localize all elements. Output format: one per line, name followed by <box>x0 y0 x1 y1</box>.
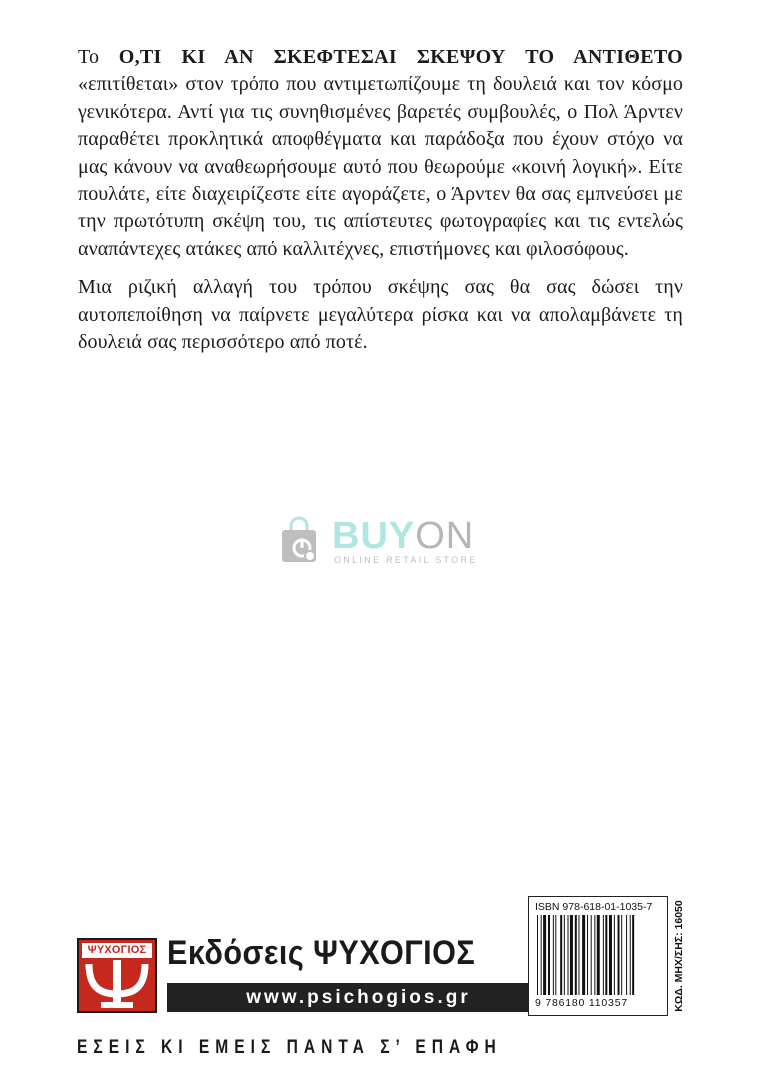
watermark-brand-buy: BUY <box>332 515 416 557</box>
barcode-bar <box>555 915 556 995</box>
barcode-bar <box>618 915 620 995</box>
product-code-text: ΚΩΔ. ΜΗΧ/ΣΗΣ: 16050 <box>673 900 685 1012</box>
barcode-bar <box>570 915 573 995</box>
barcode-bar <box>548 915 550 995</box>
barcode-bar <box>578 915 579 995</box>
barcode-bar <box>560 915 562 995</box>
watermark-brand-on: ON <box>415 515 475 557</box>
ean-digits: 9 786180 110357 <box>535 997 628 1009</box>
barcode-bar <box>553 915 554 995</box>
publisher-name: Εκδόσεις ΨΥΧΟΓΙΟΣ <box>167 934 476 972</box>
publisher-slogan: ΕΣΕΙΣ ΚΙ ΕΜΕΙΣ ΠΑΝΤΑ Σ’ ΕΠΑΦΗ <box>77 1037 502 1058</box>
watermark-brand <box>332 516 474 556</box>
blurb-lead: Το <box>78 46 119 68</box>
barcode-bar <box>594 915 595 995</box>
blurb-paragraph-1 <box>78 44 683 263</box>
product-code <box>672 896 686 1016</box>
blurb-body: «επιτίθεται» στον τρόπο που αντιμετωπίζουμε τη δουλειά και τον κόσμο γενικότερα. Αντί για τις συνηθισμένες βαρετές συμβουλές, ο Πολ Άρντεν παραθέτει προκλητικά αποφθέγματα και παράδοξα που έχουν στόχο να μας κάνουν να αναθεωρήσουμε αυτό που θεωρούμε «κοινή λογική». Είτε πουλάτε, είτε διαχειρίζεστε είτε αγοράζετε, ο Άρντεν θα σας εμπνεύσει με την πρωτότυπη σκέψη του, τις απίστευτες φωτογραφίες και τις εντελώς αναπάντεχες ατάκες από καλλιτέχνες, επιστήμονες και φιλοσόφους. <box>78 73 683 260</box>
back-cover-blurb <box>78 44 683 367</box>
barcode-bar <box>614 915 615 995</box>
shopping-bag-icon <box>280 516 318 564</box>
barcode-bar <box>582 915 585 995</box>
barcode-bar <box>630 915 631 995</box>
barcode-bar <box>621 915 622 995</box>
barcode-bars <box>537 915 659 995</box>
barcode-panel <box>528 896 668 1016</box>
barcode-bar <box>609 915 612 995</box>
barcode-bar <box>568 915 569 995</box>
barcode-bar <box>597 915 600 995</box>
barcode-bar <box>537 915 538 995</box>
barcode-bar <box>603 915 604 995</box>
publisher-url: www.psichogios.gr <box>167 983 550 1012</box>
blurb-paragraph-2: Μια ριζική αλλαγή του τρόπου σκέψης σας θα σας δώσει την αυτοπεποίθηση να παίρνετε μεγαλύτερα ρίσκα και να απολαμβάνετε τη δουλειά σας περισσότερο από ποτέ. <box>78 276 683 354</box>
isbn-text: ISBN 978-618-01-1035-7 <box>535 901 653 913</box>
barcode-bar <box>626 915 627 995</box>
barcode-bar <box>543 915 546 995</box>
buyon-watermark <box>280 512 490 572</box>
barcode-bar <box>575 915 577 995</box>
barcode-bar <box>605 915 607 995</box>
publisher-logo <box>77 938 157 1013</box>
barcode-bar <box>632 915 634 995</box>
barcode-bar <box>587 915 588 995</box>
barcode-bar <box>591 915 592 995</box>
psi-symbol-icon <box>79 954 155 1012</box>
watermark-tagline: ONLINE RETAIL STORE <box>334 555 478 565</box>
book-title: Ο,ΤΙ ΚΙ ΑΝ ΣΚΕΦΤΕΣΑΙ ΣΚΕΨΟΥ ΤΟ ΑΝΤΙΘΕΤΟ <box>118 46 683 68</box>
barcode-bar <box>541 915 542 995</box>
publisher-logo-text: ΨΥΧΟΓΙΟΣ <box>82 943 152 958</box>
barcode-bar <box>564 915 565 995</box>
